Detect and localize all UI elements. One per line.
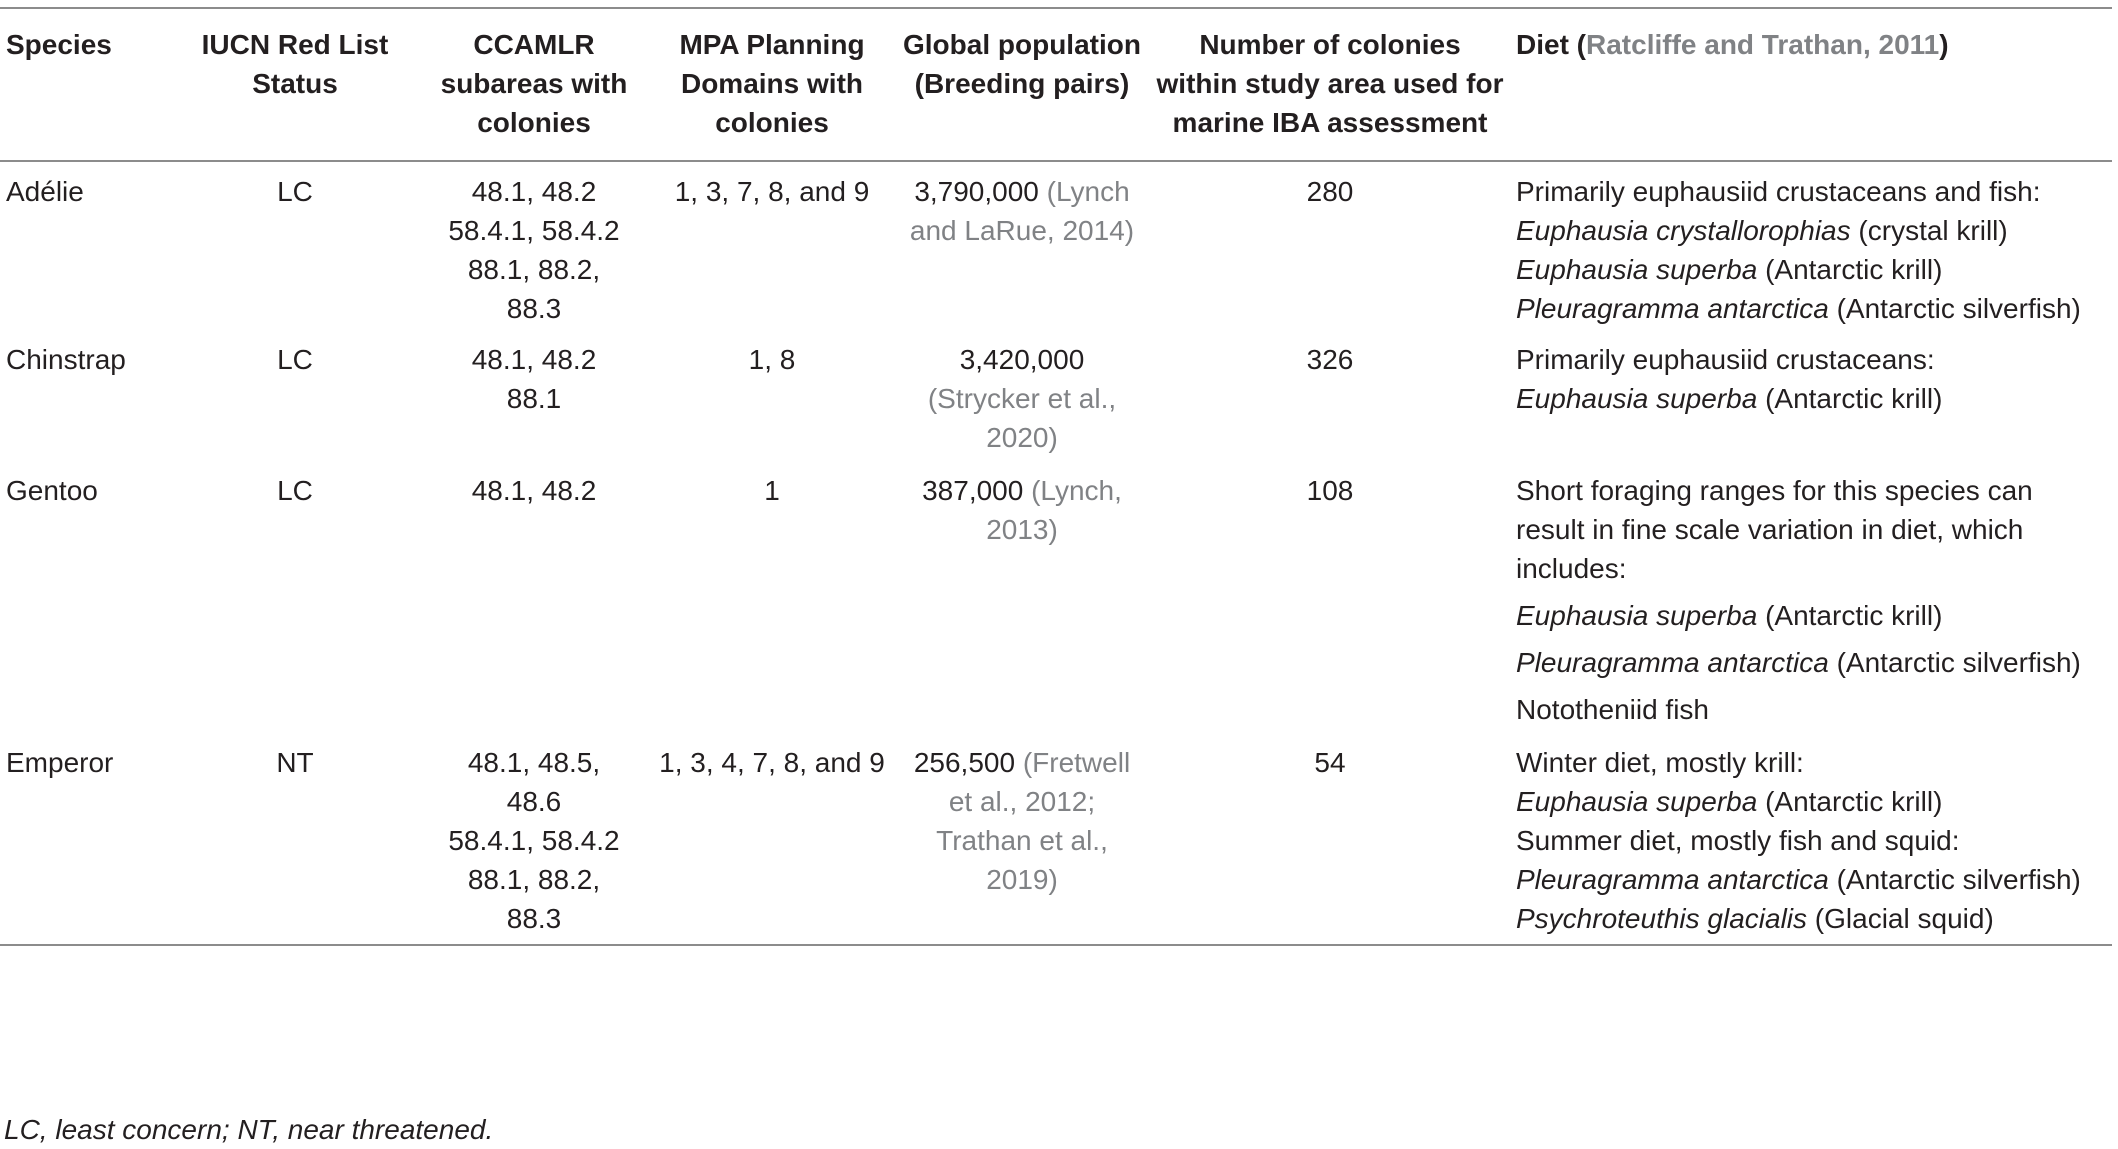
domains-cell: 1, 3, 4, 7, 8, and 9 bbox=[659, 747, 885, 778]
status-cell: LC bbox=[277, 176, 313, 207]
species-cell: Gentoo bbox=[6, 475, 98, 506]
diet-cell: Short foraging ranges for this species can result in fine scale variation in diet, which includes: Euphausia superba (Antarctic krill) Pleuragramma antarctica (Antarctic silverfish) Nototheniid fish bbox=[1516, 475, 2081, 725]
diet-cell: Winter diet, mostly krill: Euphausia superba (Antarctic krill) Summer diet, mostly fish and squid: Pleuragramma antarctica (Antarctic silverfish) Psychroteuthis glacialis (Glacial squid) bbox=[1516, 747, 2081, 934]
header-mpa-domains: MPA Planning Domains with colonies bbox=[679, 29, 865, 138]
table-row bbox=[0, 463, 2112, 735]
penguin-species-table bbox=[0, 7, 2112, 946]
population-citation-link[interactable]: (Lynch and LaRue, 2014) bbox=[909, 176, 1135, 246]
table-row bbox=[0, 334, 2112, 463]
domains-cell: 1, 8 bbox=[748, 344, 796, 375]
species-cell: Emperor bbox=[6, 747, 114, 778]
header-diet: Diet (Ratcliffe and Trathan, 2011) bbox=[1516, 29, 1949, 60]
table-row bbox=[0, 161, 2112, 334]
table-row bbox=[0, 735, 2112, 945]
subareas-cell: 48.1, 48.2 88.1 bbox=[471, 344, 597, 414]
status-cell: LC bbox=[277, 344, 313, 375]
population-cell: 256,500 (Fretwell et al., 2012; Trathan et al., 2019) bbox=[913, 747, 1131, 895]
species-cell: Chinstrap bbox=[6, 344, 126, 375]
table-footnote: LC, least concern; NT, near threatened. bbox=[4, 1114, 494, 1145]
population-citation-link[interactable]: (Fretwell et al., 2012; Trathan et al., 2019) bbox=[936, 747, 1131, 895]
population-cell: 3,420,000 (Strycker et al., 2020) bbox=[927, 344, 1117, 453]
population-cell: 387,000 (Lynch, 2013) bbox=[922, 475, 1122, 545]
header-iucn-status: IUCN Red List Status bbox=[201, 29, 389, 99]
population-cell: 3,790,000 (Lynch and LaRue, 2014) bbox=[909, 176, 1135, 246]
header-species: Species bbox=[6, 29, 112, 60]
header-ccamlr-subareas: CCAMLR subareas with colonies bbox=[440, 29, 628, 138]
header-row bbox=[0, 8, 2112, 161]
subareas-cell: 48.1, 48.2 bbox=[471, 475, 597, 506]
subareas-cell: 48.1, 48.5, 48.6 58.4.1, 58.4.2 88.1, 88.2, 88.3 bbox=[448, 747, 620, 934]
header-global-population: Global population (Breeding pairs) bbox=[903, 29, 1141, 99]
colonies-cell: 54 bbox=[1314, 747, 1346, 778]
diet-cell: Primarily euphausiid crustaceans and fish: Euphausia crystallorophias (crystal krill) Euphausia superba (Antarctic krill) Pleuragramma antarctica (Antarctic silverfish) bbox=[1516, 176, 2081, 324]
status-cell: NT bbox=[276, 747, 314, 778]
colonies-cell: 326 bbox=[1306, 344, 1354, 375]
domains-cell: 1, 3, 7, 8, and 9 bbox=[674, 176, 870, 207]
species-cell: Adélie bbox=[6, 176, 84, 207]
subareas-cell: 48.1, 48.2 58.4.1, 58.4.2 88.1, 88.2, 88.3 bbox=[448, 176, 620, 324]
population-citation-link[interactable]: (Strycker et al., 2020) bbox=[927, 383, 1117, 453]
colonies-cell: 280 bbox=[1306, 176, 1354, 207]
population-citation-link[interactable]: (Lynch, 2013) bbox=[986, 475, 1122, 545]
colonies-cell: 108 bbox=[1306, 475, 1354, 506]
diet-citation-link[interactable]: Ratcliffe and Trathan, 2011 bbox=[1586, 29, 1940, 60]
diet-cell: Primarily euphausiid crustaceans: Euphausia superba (Antarctic krill) bbox=[1516, 344, 1943, 414]
status-cell: LC bbox=[277, 475, 313, 506]
domains-cell: 1 bbox=[764, 475, 780, 506]
header-colonies-count: Number of colonies within study area used for marine IBA assessment bbox=[1156, 29, 1504, 138]
